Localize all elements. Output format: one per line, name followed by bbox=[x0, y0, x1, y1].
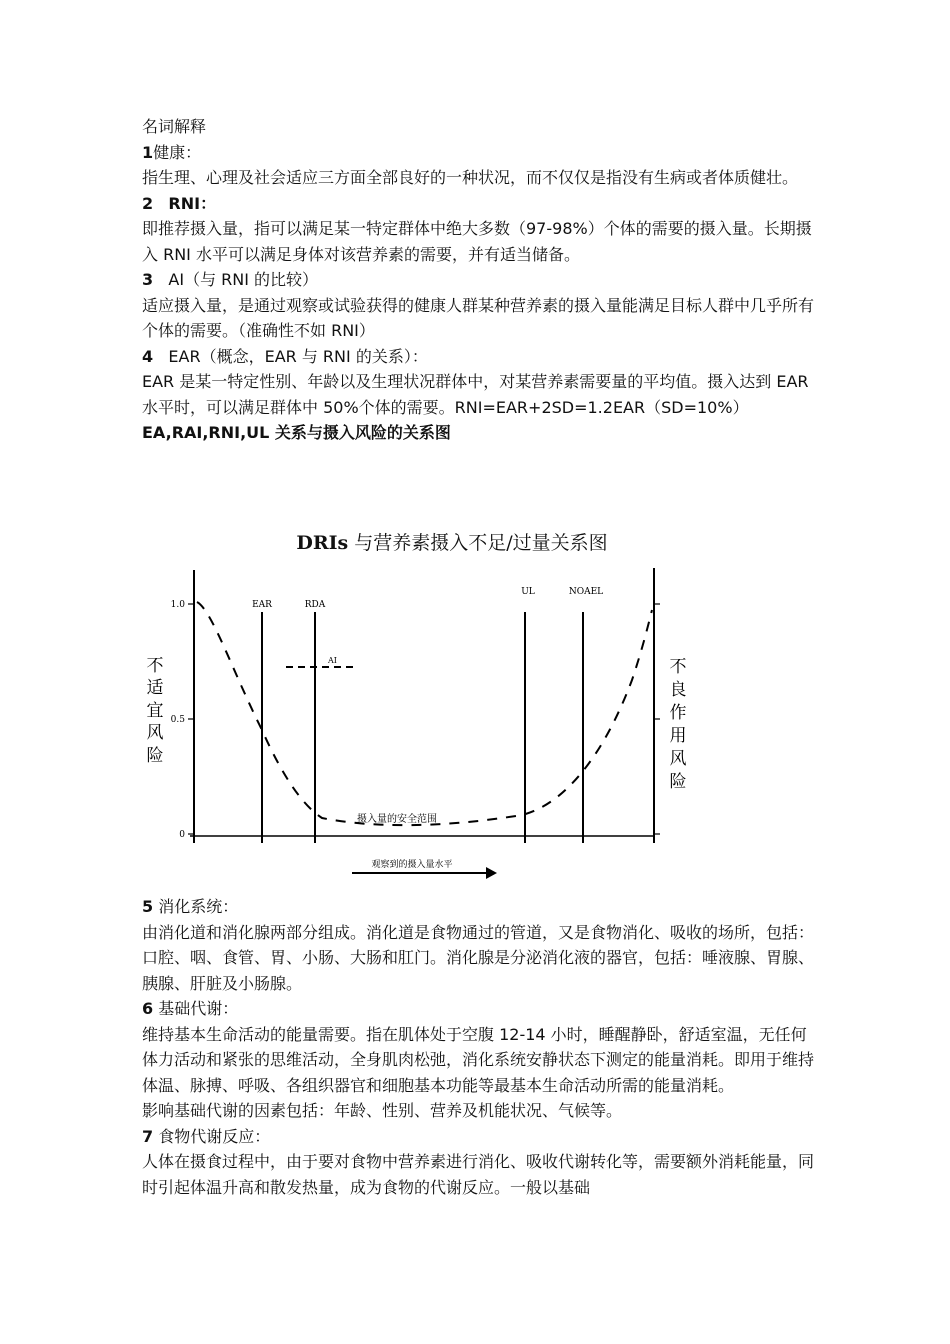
item-label: AI（与 RNI 的比较） bbox=[168, 270, 319, 289]
item-label: 健康： bbox=[153, 142, 202, 162]
figure-title-rest: 与营养素摄入不足/过量关系图 bbox=[348, 532, 608, 554]
item-number: 4 bbox=[142, 346, 154, 366]
left-axis-label bbox=[147, 656, 164, 766]
item-heading bbox=[142, 140, 822, 166]
svg-text:风: 风 bbox=[146, 723, 164, 743]
item-paragraph: 人体在摄食过程中，由于要对食物中营养素进行消化、吸收代谢转化等，需要额外消耗能量，同时引起体温升高和散发热量，成为食物的代谢反应。一般以基础 bbox=[142, 1152, 815, 1197]
item-heading bbox=[142, 191, 822, 217]
item-paragraph: 适应摄入量，是通过观察或试验获得的健康人群某种营养素的摄入量能满足目标人群中几乎所有个体的需要。（准确性不如 RNI） bbox=[142, 295, 815, 340]
item-heading bbox=[142, 1124, 822, 1150]
text-block-lower bbox=[142, 894, 822, 1200]
y-tick-label: 0 bbox=[179, 830, 185, 840]
item-number: 1 bbox=[142, 142, 154, 162]
y-tick-label: 1.0 bbox=[170, 600, 185, 610]
svg-text:风: 风 bbox=[669, 749, 687, 769]
svg-text:险: 险 bbox=[146, 746, 164, 766]
section-title: 名词解释 bbox=[142, 117, 207, 136]
item-number: 5 bbox=[142, 897, 154, 916]
svg-text:宜: 宜 bbox=[146, 701, 164, 721]
svg-text:不: 不 bbox=[669, 657, 687, 677]
right-axis-label bbox=[670, 657, 687, 792]
item-paragraph: 影响基础代谢的因素包括：年龄、性别、营养及机能状况、气候等。 bbox=[142, 1101, 623, 1120]
x-axis-label: 观察到的摄入量水平 bbox=[371, 860, 453, 870]
item-paragraph: 即推荐摄入量，指可以满足某一特定群体中绝大多数（97-98%）个体的需要的摄入量。长期摄入 RNI 水平可以满足身体对该营养素的需要，并有适当储备。 bbox=[142, 219, 812, 264]
item-label: 基础代谢： bbox=[158, 999, 239, 1018]
item-number: 6 bbox=[142, 999, 154, 1018]
item-heading bbox=[142, 996, 822, 1022]
item-paragraph: EAR 是某一特定性别、年龄以及生理状况群体中，对某营养素需要量的平均值。摄入达到 EAR 水平时，可以满足群体中 50%个体的需要。RNI=EAR+2SD=1.2EAR（SD=10%） bbox=[142, 372, 809, 417]
svg-text:险: 险 bbox=[669, 772, 687, 792]
ai-label: AI bbox=[328, 656, 337, 665]
ul-label: UL bbox=[521, 587, 535, 597]
safe-range-label: 摄入量的安全范围 bbox=[357, 814, 437, 825]
item-paragraph: 指生理、心理及社会适应三方面全部良好的一种状况，而不仅仅是指没有生病或者体质健壮。 bbox=[142, 168, 799, 187]
arrow-head-icon bbox=[486, 867, 497, 879]
figure-title-bold: DRIs bbox=[296, 532, 349, 554]
svg-text:用: 用 bbox=[669, 726, 687, 746]
svg-text:良: 良 bbox=[669, 680, 687, 700]
figure-title bbox=[142, 528, 762, 555]
y-tick-label: 0.5 bbox=[170, 715, 185, 725]
noael-label: NOAEL bbox=[568, 587, 604, 597]
item-number: 7 bbox=[142, 1126, 154, 1146]
svg-text:作: 作 bbox=[669, 703, 687, 723]
item-number: 2 bbox=[142, 193, 154, 213]
item-number: 3 bbox=[142, 270, 154, 289]
figure-caption: EA,RAI,RNI,UL 关系与摄入风险的关系图 bbox=[142, 423, 451, 442]
item-label: EAR（概念，EAR 与 RNI 的关系）： bbox=[168, 346, 428, 366]
item-paragraph: 维持基本生命活动的能量需要。指在肌体处于空腹 12-14 小时，睡醒静卧，舒适室温，无任何体力活动和紧张的思维活动，全身肌肉松弛，消化系统安静状态下测定的能量消耗。即用于维持体温、脉搏、呼吸、各组织器官和细胞基本功能等最基本生命活动所需的能量消耗。 bbox=[142, 1024, 815, 1095]
text-block-upper bbox=[142, 114, 822, 446]
item-label: 食物代谢反应： bbox=[158, 1126, 271, 1146]
ear-label: EAR bbox=[252, 600, 272, 610]
item-label: RNI： bbox=[168, 193, 217, 213]
item-heading bbox=[142, 894, 822, 920]
svg-text:不: 不 bbox=[146, 656, 164, 676]
item-heading bbox=[142, 267, 822, 293]
item-paragraph: 由消化道和消化腺两部分组成。消化道是食物通过的管道，又是食物消化、吸收的场所，包括：口腔、咽、食管、胃、小肠、大肠和肛门。消化腺是分泌消化液的器官，包括：唾液腺、胃腺、胰腺、肝脏及小肠腺。 bbox=[142, 922, 815, 993]
rda-label: RDA bbox=[304, 600, 326, 610]
item-label: 消化系统： bbox=[158, 897, 239, 916]
item-heading bbox=[142, 344, 822, 370]
dri-figure bbox=[142, 560, 687, 885]
svg-text:适: 适 bbox=[146, 678, 164, 698]
